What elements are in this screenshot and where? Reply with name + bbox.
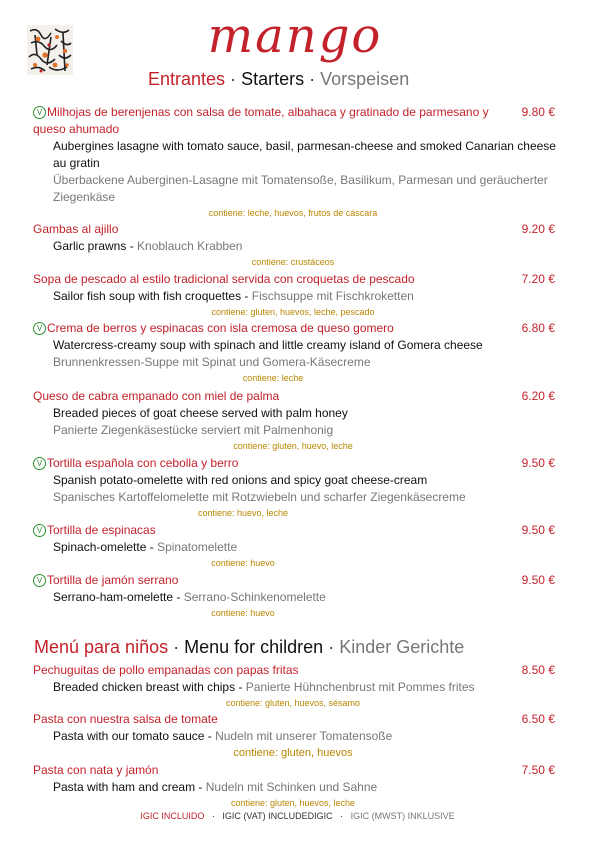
vegetarian-icon: V: [33, 457, 46, 470]
item-title: V Tortilla española con cebolla y berro: [33, 455, 563, 472]
item-description: Pasta with ham and cream - Nudeln mit Schinken und Sahne: [53, 780, 378, 794]
menu-item: [33, 320, 563, 386]
item-allergens: contiene: leche, huevos, frutos de cáscara: [208, 208, 378, 218]
item-title: Pasta con nata y jamón: [33, 763, 159, 777]
menu-item: [33, 104, 563, 221]
menu-item: [33, 522, 563, 571]
item-description: Pasta with our tomato sauce - Nudeln mit unserer Tomatensoße: [53, 729, 393, 743]
item-description: Breaded chicken breast with chips - Panierte Hühnchenbrust mit Pommes frites: [53, 680, 475, 694]
item-german: Überbackene Auberginen-Lasagne mit Tomatensoße, Basilikum, Parmesan und geräucherter Ziegenkäse: [53, 173, 548, 204]
item-price: 9.50 €: [521, 523, 555, 537]
item-allergens: contiene: gluten, huevos, leche: [230, 798, 356, 808]
item-english: Watercress-creamy soup with spinach and little creamy island of Gomera cheese: [53, 338, 483, 352]
logo-artwork: [27, 25, 73, 75]
item-allergens: contiene: huevo, leche: [197, 508, 289, 518]
item-description: Spinach-omelette - Spinatomelette: [53, 540, 238, 554]
section-title-starters: Entrantes · Starters · Vorspeisen: [148, 69, 410, 89]
item-price: 6.20 €: [521, 389, 555, 403]
tax-footer: IGIC INCLUIDO · IGIC (VAT) INCLUDEDIGIC · IGIC (MWST) INKLUSIVE: [140, 811, 455, 821]
vegetarian-icon: V: [33, 524, 46, 537]
item-english: Breaded pieces of goat cheese served with palm honey: [53, 406, 348, 420]
vegetarian-icon: V: [33, 106, 46, 119]
item-title: Queso de cabra empanado con miel de palma: [33, 389, 280, 403]
menu-item: [33, 455, 563, 521]
item-german: Spanisches Kartoffelomelette mit Rotzwiebeln und scharfer Ziegenkäsecreme: [53, 490, 466, 504]
item-price: 6.50 €: [521, 712, 555, 726]
vegetarian-icon: V: [33, 322, 46, 335]
item-title: Sopa de pescado al estilo tradicional servida con croquetas de pescado: [33, 272, 415, 286]
section-title-kids: Menú para niños · Menu for children · Kinder Gerichte: [34, 637, 465, 657]
item-allergens: contiene: huevo: [211, 558, 275, 568]
item-allergens: contiene: huevo: [211, 608, 275, 618]
item-price: 9.80 €: [521, 105, 555, 119]
footer-vat: IGIC (VAT) INCLUDEDIGIC: [222, 811, 333, 821]
item-price: 7.20 €: [521, 272, 555, 286]
item-title: Pechuguitas de pollo empanadas con papas fritas: [33, 663, 299, 677]
item-title: V Tortilla de espinacas: [33, 522, 563, 539]
item-title: Gambas al ajillo: [33, 222, 119, 236]
item-german: Brunnenkressen-Suppe mit Spinat und Gomera-Käsecreme: [53, 355, 371, 369]
menu-item: [33, 711, 563, 762]
item-price: 9.20 €: [521, 222, 555, 236]
item-allergens: contiene: leche: [242, 373, 304, 383]
item-price: 9.50 €: [521, 573, 555, 587]
item-description: Serrano-ham-omelette - Serrano-Schinkenomelette: [53, 590, 326, 604]
item-price: 9.50 €: [521, 456, 555, 470]
item-price: 8.50 €: [521, 663, 555, 677]
item-description: Sailor fish soup with fish croquettes - Fischsuppe mit Fischkroketten: [53, 289, 414, 303]
menu-item: [33, 572, 563, 621]
item-allergens: contiene: gluten, huevos, leche, pescado: [211, 307, 375, 317]
item-german: Panierte Ziegenkäsestücke serviert mit Palmenhonig: [53, 423, 334, 437]
vegetarian-icon: V: [33, 574, 46, 587]
item-title: V Milhojas de berenjenas con salsa de tomate, albahaca y gratinado de parmesano y queso ahumado: [33, 105, 489, 136]
item-price: 7.50 €: [521, 763, 555, 777]
menu-item: [33, 221, 563, 270]
item-english: Aubergines lasagne with tomato sauce, basil, parmesan-cheese and smoked Canarian cheese au gratin: [53, 139, 556, 170]
footer-igic: IGIC INCLUIDO: [140, 811, 205, 821]
menu-item: [33, 271, 563, 320]
menu-item: [33, 388, 563, 454]
item-allergens: contiene: gluten, huevos, sésamo: [225, 698, 361, 708]
item-allergens: contiene: crustáceos: [251, 257, 335, 267]
item-allergens: contiene: gluten, huevos: [233, 747, 353, 759]
item-english: Spanish potato-omelette with red onions and spicy goat cheese-cream: [53, 473, 428, 487]
item-title: Pasta con nuestra salsa de tomate: [33, 712, 218, 726]
footer-mwst: IGIC (MWST) INKLUSIVE: [350, 811, 455, 821]
item-title: V Tortilla de jamón serrano: [33, 572, 563, 589]
item-description: Garlic prawns - Knoblauch Krabben: [53, 239, 243, 253]
item-allergens: contiene: gluten, huevo, leche: [233, 441, 353, 451]
brand-logo-text: mango: [207, 8, 383, 64]
item-price: 6.80 €: [521, 321, 555, 335]
menu-item: [33, 762, 563, 811]
item-title: V Crema de berros y espinacas con isla cremosa de queso gomero: [33, 320, 563, 337]
menu-item: [33, 662, 563, 711]
